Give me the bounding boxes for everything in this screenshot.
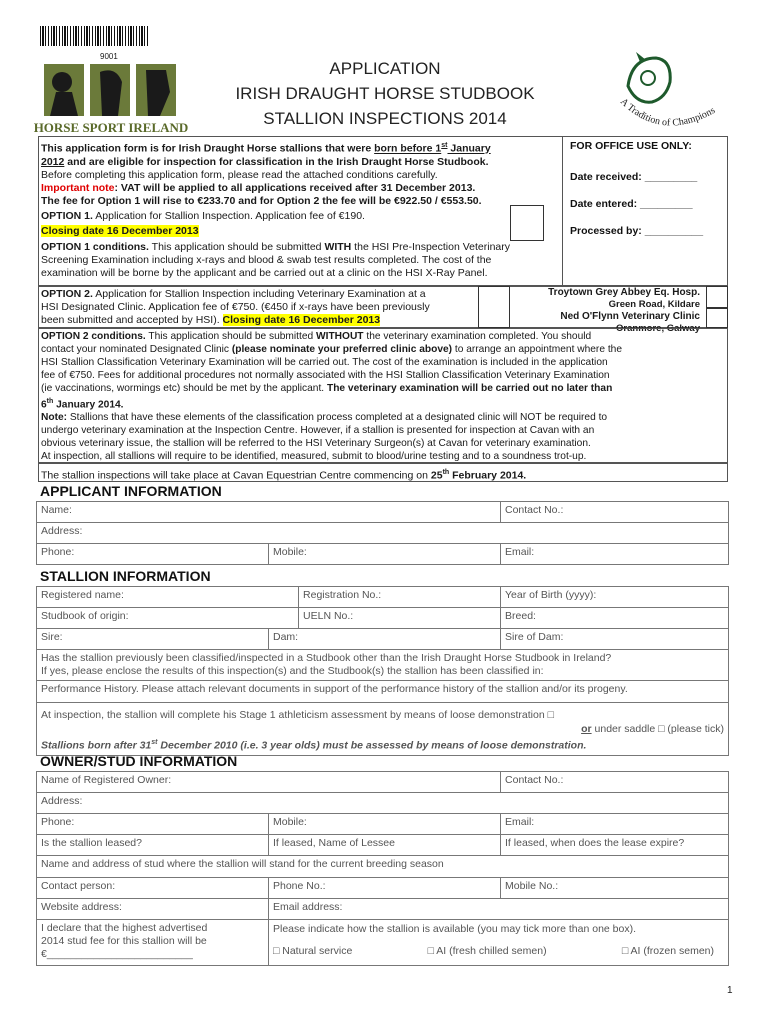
horse-sport-ireland-logo — [33, 62, 189, 136]
applicant-contact-field[interactable]: Contact No.: — [501, 502, 729, 523]
owner-mobile-field[interactable]: Mobile: — [269, 814, 501, 835]
option-2-text: OPTION 2. Application for Stallion Inspection including Veterinary Examination at a HSI Designated Clinic. Application fee of €750. (€450 if x-rays have been previously been submitted and accepted by HSI). Closing date 16 December 2013 — [41, 288, 430, 326]
dam-field[interactable]: Dam: — [269, 629, 501, 650]
stud-fee-field[interactable]: I declare that the highest advertised 2014 stud fee for this stallion will be €_________________________ — [37, 920, 269, 966]
applicant-name-field[interactable]: Name: — [37, 502, 501, 523]
stallion-heading: STALLION INFORMATION — [40, 568, 211, 584]
form-title — [230, 56, 540, 131]
title-line-2: IRISH DRAUGHT HORSE STUDBOOK — [235, 84, 535, 103]
option-2-conditions-text: OPTION 2 conditions. This application should be submitted WITHOUT the veterinary examination completed. You should contact your nominated Designated Clinic (please nominate your preferred clinic above) to arrange an appointment where the HSI Stallion Classification Veterinary Examination will be carried out. The cost of the examination is included in the application fee of €750. Fees for additional procedures not normally associated with the HSI Stallion Classification Veterinary Examination (ie vaccinations, wormings etc) should be met by the applicant. The veterinary examination will be carried out no later than 6th January 2014. Note: Stallions that have these elements of the classification process completed at a designated clinic will NOT be required to undergo veterinary examination at the Inspection Centre. However, if a stallion is presented for inspection at Cavan with an obvious veterinary issue, the stallion will be referred to the HSI Veterinary Surgeon(s) at Cavan for veterinary examination. At inspection, all stallions will require to be identified, measured, submit to blood/urine testing and to a soundness trot-up. — [41, 331, 622, 463]
applicant-phone-field[interactable]: Phone: — [37, 544, 269, 565]
applicant-heading: APPLICANT INFORMATION — [40, 483, 222, 499]
office-use-panel — [570, 140, 703, 238]
breed-field[interactable]: Breed: — [501, 608, 729, 629]
applicant-table — [36, 501, 729, 565]
stud-name-address-field[interactable]: Name and address of stud where the stallion will stand for the current breeding season — [37, 856, 729, 878]
website-field[interactable]: Website address: — [37, 899, 269, 920]
owner-email-field[interactable]: Email: — [501, 814, 729, 835]
email-address-field[interactable]: Email address: — [269, 899, 729, 920]
clinic-oflynn-tick[interactable] — [706, 308, 728, 328]
ai-frozen-checkbox[interactable]: □ AI (frozen semen) — [621, 945, 715, 957]
barcode — [40, 26, 148, 46]
year-of-birth-field[interactable]: Year of Birth (yyyy): — [501, 587, 729, 608]
studbook-origin-field[interactable]: Studbook of origin: — [37, 608, 299, 629]
availability-field: Please indicate how the stallion is available (you may tick more than one box). □ Natural service □ AI (fresh chilled semen) □ AI (frozen semen) — [269, 920, 729, 966]
date-entered-field[interactable]: Date entered: _________ — [570, 198, 693, 210]
owner-address-field[interactable]: Address: — [37, 793, 729, 814]
option-1-tick-box[interactable] — [510, 205, 544, 241]
venue-text: The stallion inspections will take place at Cavan Equestrian Centre commencing on 25th February 2014. — [41, 469, 527, 482]
athleticism-assessment-field[interactable]: At inspection, the stallion will complete his Stage 1 athleticism assessment by means of loose demonstration □ or under saddle □ (please tick) Stallions born after 31st December 2010 (i.e. 3 year olds) must be assessed by means of loose demonstration. — [37, 703, 729, 756]
option-2-tick-box[interactable] — [478, 286, 510, 328]
sire-of-dam-field[interactable]: Sire of Dam: — [501, 629, 729, 650]
contact-person-field[interactable]: Contact person: — [37, 878, 269, 899]
logo-text: HORSE SPORT IRELAND — [33, 120, 189, 135]
applicant-email-field[interactable]: Email: — [501, 544, 729, 565]
date-received-field[interactable]: Date received: _________ — [570, 171, 698, 183]
title-line-1: APPLICATION — [329, 59, 441, 78]
office-use-title: FOR OFFICE USE ONLY: — [570, 140, 692, 152]
title-line-3: STALLION INSPECTIONS 2014 — [263, 109, 507, 128]
owner-phone-field[interactable]: Phone: — [37, 814, 269, 835]
registered-name-field[interactable]: Registered name: — [37, 587, 299, 608]
lessee-name-field[interactable]: If leased, Name of Lessee — [269, 835, 501, 856]
processed-by-field[interactable]: Processed by: __________ — [570, 225, 704, 237]
clinic-list: Troytown Grey Abbey Eq. Hosp. Green Road, Kildare Ned O'Flynn Veterinary Clinic Oranmore, Galway — [514, 286, 700, 334]
phone-no-field[interactable]: Phone No.: — [269, 878, 501, 899]
owner-heading: OWNER/STUD INFORMATION — [40, 753, 238, 769]
clinic-troytown-tick[interactable] — [706, 286, 728, 308]
ai-fresh-checkbox[interactable]: □ AI (fresh chilled semen) — [427, 945, 547, 957]
clinic-ned-oflynn: Ned O'Flynn Veterinary Clinic — [560, 311, 700, 322]
intro-text: This application form is for Irish Draught Horse stallions that were born before 1st January 2012 and are eligible for inspection for classification in the Irish Draught Horse Studbook. Before completing this application form, please read the attached conditions carefully. Important note: VAT will be applied to all applications received after 31 December 2013. The fee for Option 1 will rise to €233.70 and for Option 2 the fee will be €922.50 / €553.50. OPTION 1. Application for Stallion Inspection. Application fee of €190. Closing date 16 December 2013 OPTION 1 conditions. This application should be submitted WITH the HSI Pre-Inspection Veterinary Screening Examination including x-rays and blood & swab test results completed. The cost of the examination will be borne by the applicant and be carried out at a clinic on the HSI X-Ray Panel. — [41, 142, 511, 279]
barcode-number: 9001 — [100, 52, 118, 61]
tradition-of-champions-logo — [606, 52, 732, 136]
lease-expiry-field[interactable]: If leased, when does the lease expire? — [501, 835, 729, 856]
performance-history-field[interactable]: Performance History. Please attach relevant documents in support of the performance history of the stallion and/or its progeny. — [37, 681, 729, 703]
closing-date-option-1: Closing date 16 December 2013 — [41, 224, 199, 237]
svg-text:A Tradition of Champions — [618, 96, 717, 128]
clinic-troytown: Troytown Grey Abbey Eq. Hosp. — [548, 287, 700, 298]
owner-name-field[interactable]: Name of Registered Owner: — [37, 772, 501, 793]
previous-classification-field[interactable]: Has the stallion previously been classified/inspected in a Studbook other than the Irish Draught Horse Studbook in Ireland? If yes, please enclose the results of this inspection(s) and the Studbook(s) the stallion has been classified in: — [37, 650, 729, 681]
owner-contact-field[interactable]: Contact No.: — [501, 772, 729, 793]
applicant-address-field[interactable]: Address: — [37, 523, 729, 544]
page-number: 1 — [727, 985, 733, 996]
motto-text: A Tradition of Champions — [618, 96, 718, 129]
natural-service-checkbox[interactable]: □ Natural service — [273, 945, 353, 957]
owner-table — [36, 771, 729, 966]
registration-no-field[interactable]: Registration No.: — [299, 587, 501, 608]
stallion-leased-field[interactable]: Is the stallion leased? — [37, 835, 269, 856]
mobile-no-field[interactable]: Mobile No.: — [501, 878, 729, 899]
closing-date-option-2: Closing date 16 December 2013 — [222, 314, 381, 326]
ueln-field[interactable]: UELN No.: — [299, 608, 501, 629]
stallion-table — [36, 586, 729, 756]
sire-field[interactable]: Sire: — [37, 629, 269, 650]
applicant-mobile-field[interactable]: Mobile: — [269, 544, 501, 565]
